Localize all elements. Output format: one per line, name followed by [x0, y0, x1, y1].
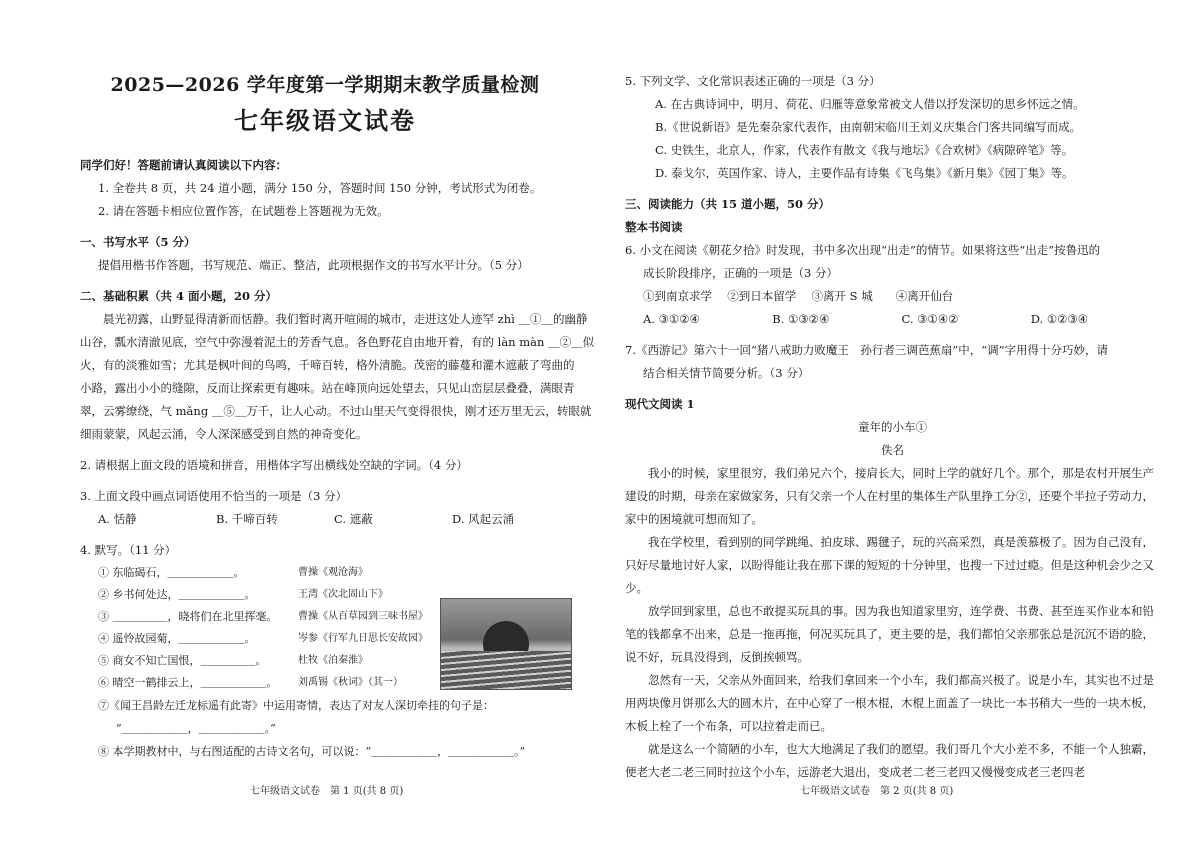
recitation-item-8: ⑧ 本学期教材中，与右图适配的古诗文名句，可以说：“＿＿＿＿＿＿，＿＿＿＿＿＿。”	[98, 745, 526, 758]
page-footer: 七年级语文试卷 第 2 页(共 8 页)	[800, 786, 954, 797]
question-6-events	[625, 285, 1160, 308]
passage-line: 火，有的淡雅如雪；尤其是枫叶间的鸟鸣，千啼百转，格外清脆。茂密的藤蔓和灌木遮蔽了弯曲的	[80, 358, 575, 372]
exam-title: 2025—2026 学年度第一学期期末教学质量检测	[110, 74, 540, 96]
recitation-item-7-blank: “＿＿＿＿＿＿，＿＿＿＿＿＿。”	[116, 722, 276, 735]
option-c: C. 遮蔽	[334, 512, 373, 526]
event: ④离开仙台	[895, 289, 954, 303]
story-title: 童年的小车①	[858, 420, 927, 434]
option-d: D. ①②③④	[1030, 312, 1089, 326]
question-4: 4. 默写。（11 分）	[80, 543, 177, 557]
option-c: C. ③①④②	[901, 312, 959, 326]
story-paragraph: 放学回到家里，总也不敢提买玩具的事。因为我也知道家里穷，连学费、书费、甚至连买作业本和铅笔的钱都拿不出来，总是一拖再拖，何况买玩具了，更主要的是，我们都怕父亲那张总是沉沉不语的脸，说不好，玩具没得到，反倒挨顿骂。	[625, 604, 1154, 664]
section-2-heading: 二、基础积累（共 4 面小题，20 分）	[80, 289, 278, 303]
notice-heading: 同学们好！答题前请认真阅读以下内容：	[80, 158, 287, 172]
recitation-item: ③ ＿＿＿＿＿，晓将们在北里挥毫。 曹操《从百草园到三味书屋》	[98, 610, 428, 623]
event: ③离开 S 城	[811, 289, 873, 303]
passage-line: 翠，云雾缭绕，气 mǎng ＿⑤＿万千，让人心动。不过山里天气变得很快，刚才还万里无云，转眼就	[80, 404, 592, 418]
recitation-item: ④ 遥怜故园菊，＿＿＿＿＿＿。 岑参《行军九日思长安故园》	[98, 632, 428, 645]
recitation-item: ⑤ 商女不知亡国恨，＿＿＿＿＿。 杜牧《泊秦淮》	[98, 654, 368, 667]
story-paragraph: 我在学校里，看到别的同学跳绳、拍皮球、踢毽子，玩的兴高采烈，真是羡慕极了。因为自己没有，只好尽量地讨好人家，以盼得能让我在那下课的短短的十分钟里，也搜一下过过瘾。但是这种机会少之又少。	[625, 535, 1154, 595]
sunrise-sea-image	[440, 598, 572, 690]
recitation-item-7: ⑦《闻王昌龄左迁龙标遥有此寄》中运用寄情，表达了对友人深切牵挂的句子是：	[98, 699, 494, 712]
question-6-cont: 成长阶段排序，正确的一项是（3 分）	[643, 266, 838, 280]
passage-line: 小路，露出小小的缝隙，反而让探索更有趣味。站在峰顶向远处望去，只见山峦层层叠叠，满眼青	[80, 381, 575, 395]
notice-item: 2. 请在答题卡相应位置作答，在试题卷上答题视为无效。	[98, 204, 389, 218]
question-2: 2. 请根据上面文段的语境和拼音，用楷体字写出横线处空缺的字词。（4 分）	[80, 458, 468, 472]
story-paragraph: 就是这么一个简陋的小车，也大大地满足了我们的愿望。我们哥几个大小差不多，不能一个人独霸，便老大老二老三同时拉这个小车，远游老大退出，变成老二老三老四又慢慢变成老三老四老	[625, 742, 1154, 779]
recitation-item: ① 东临碣石，＿＿＿＿＿＿。 曹操《观沧海》	[98, 566, 368, 579]
question-5-option-c: C. 史铁生，北京人，作家，代表作有散文《我与地坛》《合欢树》《病隙碎笔》等。	[655, 143, 1074, 157]
story-paragraph: 忽然有一天，父亲从外面回来，给我们拿回来一个小车，我们都高兴极了。说是小车，其实也不过是用两块像月饼那么大的圆木片，在中心穿了一根木棍，木棍上面盖了一块比一本书稍大一些的一块木板，木板上栓了一个布条，可以拉着走而已。	[625, 673, 1154, 733]
option-b: B. 千啼百转	[216, 512, 278, 526]
notice-item: 1. 全卷共 8 页，共 24 道小题，满分 150 分，答题时间 150 分钟，考试形式为闭卷。	[98, 181, 542, 195]
passage-line: 晨光初露，山野显得清新而恬静。我们暂时离开喧闹的城市，走进这处人迹罕 zhì ＿①＿的幽静	[103, 312, 588, 326]
question-3-options	[80, 508, 570, 531]
question-5: 5. 下列文学、文化常识表述正确的一项是（3 分）	[625, 74, 881, 88]
passage-line: 细雨蒙蒙，风起云涌，令人深深感受到自然的神奇变化。	[80, 427, 368, 441]
question-3: 3. 上面文段中画点词语使用不恰当的一项是（3 分）	[80, 489, 348, 503]
option-b: B. ①③②④	[772, 312, 830, 326]
option-a: A. 恬静	[98, 512, 137, 526]
exam-subtitle: 七年级语文试卷	[234, 106, 416, 135]
recitation-item: ⑥ 晴空一鹤排云上，＿＿＿＿＿＿。 刘禹锡《秋词》（其一）	[98, 676, 403, 689]
recitation-item: ② 乡书何处达，＿＿＿＿＿＿。 王湾《次北固山下》	[98, 588, 388, 601]
question-7-cont: 结合相关情节简要分析。（3 分）	[643, 366, 810, 380]
passage-line: 山谷，瓢水清澈见底，空气中弥漫着泥土的芳香气息。各色野花自由地开着，有的 làn màn ＿②＿似	[80, 335, 595, 349]
right-page	[600, 0, 1200, 849]
section-3-subheading: 整本书阅读	[625, 220, 683, 234]
section-1-text: 提倡用楷书作答题，书写规范、端正、整洁，此项根据作文的书写水平计分。（5 分）	[98, 258, 529, 272]
waves-shape	[441, 651, 571, 689]
question-6-options	[625, 308, 1160, 331]
passage	[80, 308, 595, 446]
story-paragraph: 我小的时候，家里很穷，我们弟兄六个，接肩长大，同时上学的就好几个。那个，那是农村开展生产建设的时期，母亲在家做家务，只有父亲一个人在村里的集体生产队里挣工分②，还要个半拉子劳动力，家中的困境就可想而知了。	[625, 466, 1154, 526]
event: ①到南京求学	[643, 289, 712, 303]
option-a: A. ③①②④	[643, 312, 700, 326]
event: ②到日本留学	[727, 289, 797, 303]
section-3-heading: 三、阅读能力（共 15 道小题，50 分）	[625, 197, 831, 211]
question-6: 6. 小文在阅读《朝花夕拾》时发现，书中多次出现“出走”的情节。如果将这些“出走”按鲁迅的	[625, 243, 1101, 257]
story-author: 佚名	[881, 443, 904, 457]
question-5-option-b: B.《世说新语》是先秦杂家代表作，由南朝宋临川王刘义庆集合门客共同编写而成。	[655, 120, 1082, 134]
option-d: D. 风起云涌	[452, 512, 515, 526]
question-5-option-a: A. 在古典诗词中，明月、荷花、归雁等意象常被文人借以抒发深切的思乡怀远之情。	[655, 97, 1085, 111]
modern-reading-heading: 现代文阅读 1	[625, 397, 695, 411]
question-7: 7.《西游记》第六十一回“猪八戒助力败魔王 孙行者三调芭蕉扇”中，“调”字用得十分巧妙，请	[625, 343, 1108, 357]
section-1-heading: 一、书写水平（5 分）	[80, 235, 196, 249]
page-footer: 七年级语文试卷 第 1 页(共 8 页)	[250, 786, 404, 797]
question-5-option-d: D. 泰戈尔，英国作家、诗人，主要作品有诗集《飞鸟集》《新月集》《园丁集》等。	[655, 166, 1074, 180]
